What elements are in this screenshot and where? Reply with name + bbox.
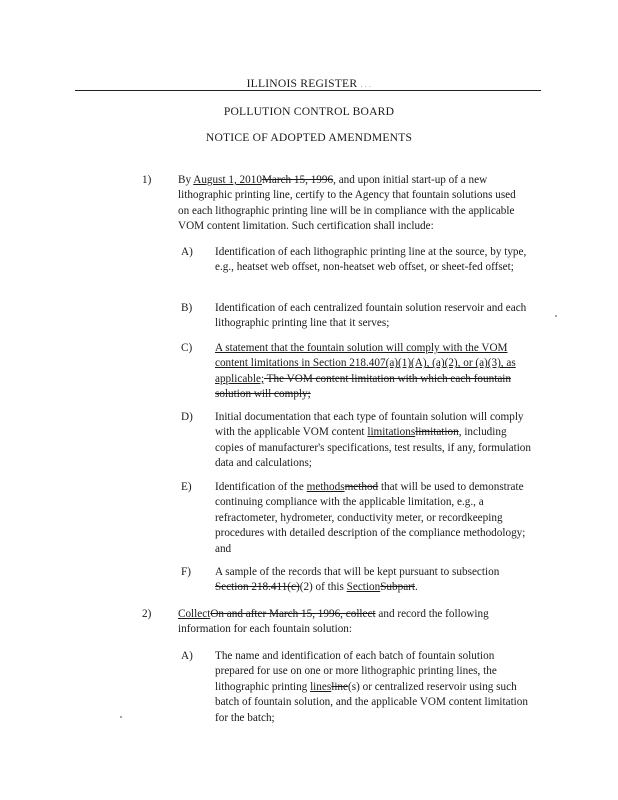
- inserted-date: August 1, 2010: [193, 174, 262, 186]
- item-1e-label: E): [181, 481, 192, 493]
- item-2a-label: A): [181, 650, 193, 662]
- deleted-date: March 15, 1996: [261, 174, 334, 186]
- register-tail: . . .: [360, 80, 372, 89]
- item-1c-label: C): [181, 342, 193, 354]
- header-rule: [75, 90, 541, 91]
- item-2-label: 2): [142, 608, 152, 620]
- item-1b-text: Identification of each centralized fountain solution reservoir and each lithographic printing line that it serves;: [215, 302, 527, 330]
- item-1d-label: D): [181, 411, 193, 423]
- item-1f-label: F): [181, 566, 191, 578]
- inserted-statement: A statement that the fountain solution will comply with the VOM content limitations in Section 218.407(a)(1)(A), (a)(2), or (a)(3), as applicable;: [215, 342, 516, 385]
- item-1e-text: Identification of the methodsmethod that will be used to demonstrate continuing compliance with the applicable limitation, e.g., a refractometer, hydrometer, conductivity meter, or recordkeeping procedures with detailed description of the compliance methodology; and: [215, 481, 526, 555]
- deleted-statement: The VOM content limitation with which each fountain solution will comply;: [215, 372, 511, 401]
- item-2-text: CollectOn and after March 15, 1996, collect and record the following information for each fountain solution:: [178, 608, 489, 636]
- notice-title: NOTICE OF ADOPTED AMENDMENTS: [205, 131, 413, 144]
- agency-title: POLLUTION CONTROL BOARD: [223, 105, 395, 118]
- item-1d-text: Initial documentation that each type of fountain solution will comply with the applicable VOM content limitationslimitation, including copies of manufacturer's specifications, test results, if any, formulation data and calculations;: [215, 411, 531, 470]
- scan-speck: [555, 315, 557, 317]
- item-1b-label: B): [181, 302, 193, 314]
- item-1a-label: A): [181, 246, 193, 258]
- scan-speck: [120, 716, 122, 718]
- item-1c-text: [215, 341, 541, 403]
- item-1a-text: Identification of each lithographic printing line at the source, by type, e.g., heatset web offset, non-heatset web offset, or sheet-fed offset;: [215, 246, 527, 274]
- item-1-label: 1): [142, 174, 152, 186]
- item-1-text: By August 1, 2010March 15, 1996, and upon initial start-up of a new lithographic printing line, certify to the Agency that fountain solutions used on each lithographic printing line will be in compliance with the applicable VOM content limitation. Such certification shall include:: [178, 174, 516, 233]
- item-1f-text: A sample of the records that will be kept pursuant to subsection Section 218.411(c)(2) of this SectionSubpart.: [215, 566, 500, 594]
- register-title: ILLINOIS REGISTER . . .: [246, 77, 372, 90]
- item-2a-text: The name and identification of each batch of fountain solution prepared for use on one or more lithographic printing lines, the lithographic printing linesline(s) or centralized reservoir using such batch of fountain solution, and the applicable VOM content limitation for the batch;: [215, 650, 528, 724]
